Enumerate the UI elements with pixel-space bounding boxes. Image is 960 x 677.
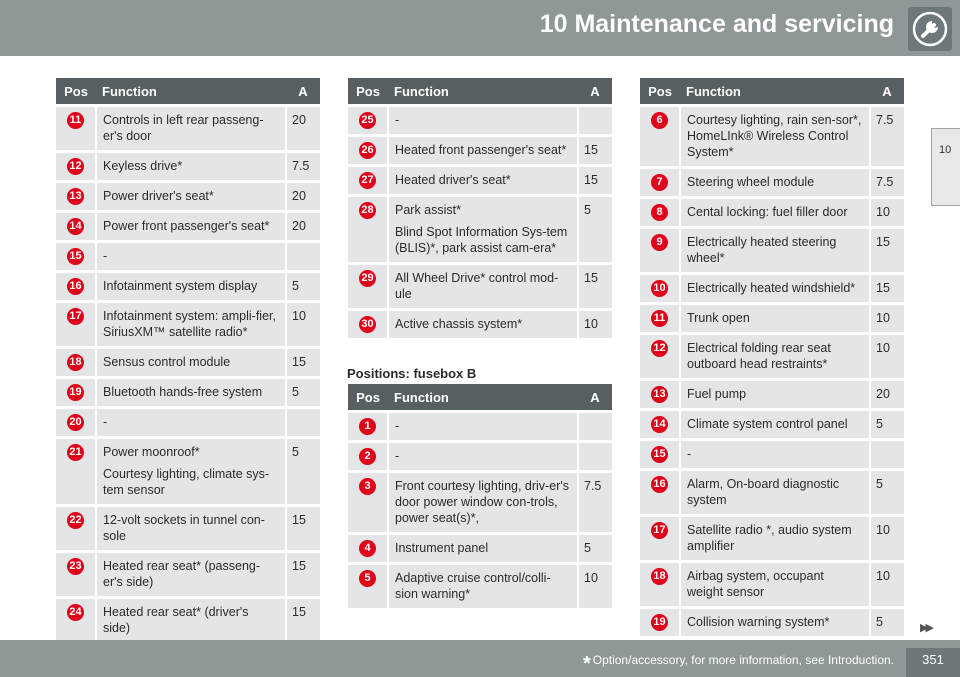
table-row (56, 272, 320, 302)
table-row (640, 304, 904, 334)
position-cell (640, 562, 680, 608)
amperage-cell: 7.5 (286, 152, 320, 182)
amperage-cell: 20 (286, 106, 320, 152)
col-function: Function (388, 384, 578, 412)
position-cell (640, 304, 680, 334)
fuse-table-4 (640, 78, 904, 636)
function-text: Instrument panel (395, 541, 489, 555)
function-cell (680, 228, 870, 274)
col-function: Function (96, 78, 286, 106)
position-badge: 22 (67, 512, 84, 529)
function-text: Sensus control module (103, 355, 231, 369)
function-cell (388, 106, 578, 136)
function-cell (680, 516, 870, 562)
function-cell (96, 438, 286, 506)
amperage-cell (286, 242, 320, 272)
function-text: Infotainment system: ampli-fier, SiriusXM™ satellite radio* (103, 309, 276, 339)
table-row (56, 182, 320, 212)
position-cell (56, 182, 96, 212)
table-row (640, 470, 904, 516)
function-text: Trunk open (687, 311, 750, 325)
position-badge: 19 (651, 614, 668, 631)
position-cell (348, 264, 388, 310)
position-badge: 15 (67, 248, 84, 265)
position-cell (56, 348, 96, 378)
page-footer (0, 640, 960, 677)
position-badge: 12 (67, 158, 84, 175)
position-badge: 3 (359, 478, 376, 495)
position-cell (640, 334, 680, 380)
table-row (640, 608, 904, 637)
position-badge: 11 (651, 310, 668, 327)
col-amp: A (870, 78, 904, 106)
position-badge: 4 (359, 540, 376, 557)
function-cell (96, 552, 286, 598)
function-text: Electrical folding rear seat outboard head restraints* (687, 341, 831, 371)
position-badge: 26 (359, 142, 376, 159)
table-row (640, 410, 904, 440)
amperage-cell: 7.5 (870, 168, 904, 198)
function-text: Keyless drive* (103, 159, 183, 173)
amperage-cell: 20 (286, 212, 320, 242)
fuse-table-3 (348, 384, 612, 608)
position-cell (56, 302, 96, 348)
position-cell (56, 272, 96, 302)
function-cell (388, 196, 578, 264)
function-cell (96, 182, 286, 212)
table-row (640, 380, 904, 410)
function-text: - (395, 113, 400, 127)
table-row (56, 438, 320, 506)
function-text: Infotainment system display (103, 279, 258, 293)
function-cell (680, 274, 870, 304)
function-cell (680, 470, 870, 516)
page-number: 351 (906, 648, 960, 677)
amperage-cell: 5 (870, 410, 904, 440)
table-row (56, 506, 320, 552)
position-cell (348, 196, 388, 264)
position-cell (348, 564, 388, 609)
position-badge: 13 (67, 188, 84, 205)
footnote-star: * (582, 653, 591, 675)
amperage-cell: 15 (870, 274, 904, 304)
position-badge: 27 (359, 172, 376, 189)
col-pos: Pos (56, 78, 96, 106)
function-text: Alarm, On-board diagnostic system (687, 477, 840, 507)
table-row (640, 516, 904, 562)
position-cell (348, 534, 388, 564)
position-badge: 14 (651, 416, 668, 433)
col-amp: A (286, 78, 320, 106)
table-row (348, 106, 612, 136)
function-cell (388, 534, 578, 564)
function-cell (388, 264, 578, 310)
position-cell (56, 552, 96, 598)
function-text: Active chassis system* (395, 317, 523, 331)
table-row (56, 408, 320, 438)
position-cell (56, 152, 96, 182)
function-text: Power moonroof* (103, 445, 200, 459)
col-pos: Pos (348, 384, 388, 412)
table-row (348, 136, 612, 166)
amperage-cell: 5 (578, 196, 612, 264)
function-cell (680, 168, 870, 198)
table-row (348, 534, 612, 564)
position-cell (640, 168, 680, 198)
function-cell (96, 598, 286, 643)
function-cell (96, 378, 286, 408)
amperage-cell: 7.5 (870, 106, 904, 168)
function-text: Heated rear seat* (driver's side) (103, 605, 249, 635)
function-cell (96, 152, 286, 182)
table-row (640, 440, 904, 470)
table-row (640, 198, 904, 228)
table-row (348, 472, 612, 534)
amperage-cell: 5 (578, 534, 612, 564)
function-cell (96, 408, 286, 438)
page-header (0, 0, 960, 56)
table-row (348, 310, 612, 339)
function-text: Heated rear seat* (passeng-er's side) (103, 559, 261, 589)
position-badge: 17 (67, 308, 84, 325)
function-cell (388, 412, 578, 442)
function-text: Electrically heated steering wheel* (687, 235, 837, 265)
function-cell (388, 166, 578, 196)
position-badge: 9 (651, 234, 668, 251)
amperage-cell: 5 (870, 608, 904, 637)
position-cell (348, 106, 388, 136)
amperage-cell: 5 (286, 438, 320, 506)
col-pos: Pos (348, 78, 388, 106)
function-text: Steering wheel module (687, 175, 815, 189)
function-cell (96, 302, 286, 348)
chapter-tab-label: 10 (939, 144, 952, 156)
position-badge: 11 (67, 112, 84, 129)
amperage-cell: 10 (578, 310, 612, 339)
amperage-cell: 15 (578, 264, 612, 310)
position-badge: 1 (359, 418, 376, 435)
position-cell (56, 408, 96, 438)
function-cell (96, 506, 286, 552)
function-cell (680, 562, 870, 608)
function-text: Bluetooth hands-free system (103, 385, 263, 399)
position-badge: 24 (67, 604, 84, 621)
table-row (640, 334, 904, 380)
position-badge: 2 (359, 448, 376, 465)
position-badge: 21 (67, 444, 84, 461)
position-badge: 15 (651, 446, 668, 463)
function-text: Electrically heated windshield* (687, 281, 856, 295)
function-text: Satellite radio *, audio system amplifier (687, 523, 852, 553)
amperage-cell: 10 (870, 334, 904, 380)
function-text: - (687, 447, 692, 461)
function-cell (680, 440, 870, 470)
position-cell (348, 136, 388, 166)
col-pos: Pos (640, 78, 680, 106)
table-row (56, 302, 320, 348)
function-cell (388, 564, 578, 609)
amperage-cell: 10 (870, 198, 904, 228)
position-badge: 14 (67, 218, 84, 235)
amperage-cell: 10 (286, 302, 320, 348)
position-badge: 28 (359, 202, 376, 219)
position-cell (640, 608, 680, 637)
table-row (56, 152, 320, 182)
section-heading: Positions: fusebox B (347, 366, 477, 381)
col-function: Function (680, 78, 870, 106)
function-cell (388, 472, 578, 534)
wrench-icon (908, 7, 952, 51)
position-cell (56, 378, 96, 408)
position-cell (348, 472, 388, 534)
position-cell (640, 106, 680, 168)
position-cell (56, 106, 96, 152)
function-cell (388, 136, 578, 166)
position-badge: 17 (651, 522, 668, 539)
table-row (56, 598, 320, 643)
position-badge: 25 (359, 112, 376, 129)
amperage-cell: 15 (870, 228, 904, 274)
position-cell (56, 506, 96, 552)
amperage-cell (578, 442, 612, 472)
amperage-cell: 10 (578, 564, 612, 609)
position-badge: 18 (651, 568, 668, 585)
amperage-cell (578, 106, 612, 136)
amperage-cell: 5 (870, 470, 904, 516)
position-badge: 16 (651, 476, 668, 493)
position-cell (56, 598, 96, 643)
function-text: - (103, 249, 108, 263)
function-text: Climate system control panel (687, 417, 848, 431)
position-cell (348, 166, 388, 196)
amperage-cell (286, 408, 320, 438)
position-cell (348, 310, 388, 339)
position-cell (56, 212, 96, 242)
function-text: Power driver's seat* (103, 189, 214, 203)
position-cell (640, 380, 680, 410)
table-row (348, 264, 612, 310)
amperage-cell: 15 (286, 598, 320, 643)
function-cell (680, 410, 870, 440)
page-title: 10 Maintenance and servicing (539, 10, 894, 38)
position-badge: 19 (67, 384, 84, 401)
position-badge: 13 (651, 386, 668, 403)
amperage-cell: 7.5 (578, 472, 612, 534)
function-cell (680, 198, 870, 228)
table-row (640, 168, 904, 198)
position-badge: 5 (359, 570, 376, 587)
function-subtext: Courtesy lighting, climate sys-tem sensor (103, 467, 270, 497)
amperage-cell: 5 (286, 378, 320, 408)
chapter-tab[interactable] (931, 128, 960, 206)
table-row (348, 196, 612, 264)
table-row (56, 106, 320, 152)
function-text: Cental locking: fuel filler door (687, 205, 848, 219)
position-cell (640, 274, 680, 304)
table-row (640, 106, 904, 168)
position-badge: 18 (67, 354, 84, 371)
fuse-table-2 (348, 78, 612, 338)
function-text: Heated driver's seat* (395, 173, 511, 187)
position-cell (640, 228, 680, 274)
function-cell (96, 348, 286, 378)
function-cell (680, 334, 870, 380)
amperage-cell (578, 412, 612, 442)
position-cell (56, 438, 96, 506)
position-cell (640, 516, 680, 562)
amperage-cell: 10 (870, 304, 904, 334)
function-text: - (395, 449, 400, 463)
position-cell (348, 412, 388, 442)
amperage-cell: 10 (870, 516, 904, 562)
amperage-cell: 15 (578, 166, 612, 196)
function-text: All Wheel Drive* control mod-ule (395, 271, 559, 301)
function-cell (96, 242, 286, 272)
amperage-cell: 10 (870, 562, 904, 608)
position-cell (640, 198, 680, 228)
function-text: - (103, 415, 108, 429)
table-row (56, 212, 320, 242)
col-amp: A (578, 78, 612, 106)
function-text: Power front passenger's seat* (103, 219, 270, 233)
amperage-cell: 15 (286, 506, 320, 552)
position-badge: 10 (651, 280, 668, 297)
function-text: Adaptive cruise control/colli-sion warning* (395, 571, 551, 601)
table-row (640, 274, 904, 304)
position-badge: 16 (67, 278, 84, 295)
function-subtext: Blind Spot Information Sys-tem (BLIS)*, park assist cam-era* (395, 225, 568, 255)
table-row (56, 552, 320, 598)
table-row (348, 412, 612, 442)
position-badge: 30 (359, 316, 376, 333)
table-row (56, 348, 320, 378)
position-badge: 20 (67, 414, 84, 431)
position-badge: 12 (651, 340, 668, 357)
function-text: Front courtesy lighting, driv-er's door power window con-trols, power seat(s)*, (395, 479, 569, 525)
function-text: - (395, 419, 400, 433)
table-row (348, 166, 612, 196)
function-text: Airbag system, occupant weight sensor (687, 569, 824, 599)
table-row (56, 242, 320, 272)
amperage-cell: 15 (286, 552, 320, 598)
function-text: Courtesy lighting, rain sen-sor*, HomeLInk® Wireless Control System* (687, 113, 862, 159)
position-cell (348, 442, 388, 472)
position-badge: 29 (359, 270, 376, 287)
function-text: Park assist* (395, 203, 461, 217)
function-text: Collision warning system* (687, 615, 830, 629)
function-cell (96, 272, 286, 302)
table-row (640, 228, 904, 274)
position-cell (640, 470, 680, 516)
amperage-cell: 15 (578, 136, 612, 166)
table-row (640, 562, 904, 608)
position-cell (640, 440, 680, 470)
function-cell (388, 442, 578, 472)
table-row (348, 564, 612, 609)
function-text: Fuel pump (687, 387, 747, 401)
function-cell (96, 106, 286, 152)
position-badge: 6 (651, 112, 668, 129)
function-cell (680, 608, 870, 637)
amperage-cell (870, 440, 904, 470)
function-cell (96, 212, 286, 242)
function-text: 12-volt sockets in tunnel con-sole (103, 513, 265, 543)
position-badge: 23 (67, 558, 84, 575)
function-cell (680, 380, 870, 410)
fuse-table-1 (56, 78, 320, 642)
function-text: Controls in left rear passeng-er's door (103, 113, 264, 143)
col-amp: A (578, 384, 612, 412)
amperage-cell: 20 (286, 182, 320, 212)
function-cell (388, 310, 578, 339)
footnote-text: Option/accessory, for more information, see Introduction. (592, 653, 894, 667)
table-row (348, 442, 612, 472)
position-cell (56, 242, 96, 272)
position-badge: 7 (651, 174, 668, 191)
amperage-cell: 15 (286, 348, 320, 378)
col-function: Function (388, 78, 578, 106)
function-cell (680, 304, 870, 334)
amperage-cell: 5 (286, 272, 320, 302)
continue-arrows-icon: ▶▶ (920, 622, 931, 634)
position-cell (640, 410, 680, 440)
amperage-cell: 20 (870, 380, 904, 410)
function-cell (680, 106, 870, 168)
position-badge: 8 (651, 204, 668, 221)
footnote (583, 653, 894, 676)
table-row (56, 378, 320, 408)
function-text: Heated front passenger's seat* (395, 143, 567, 157)
